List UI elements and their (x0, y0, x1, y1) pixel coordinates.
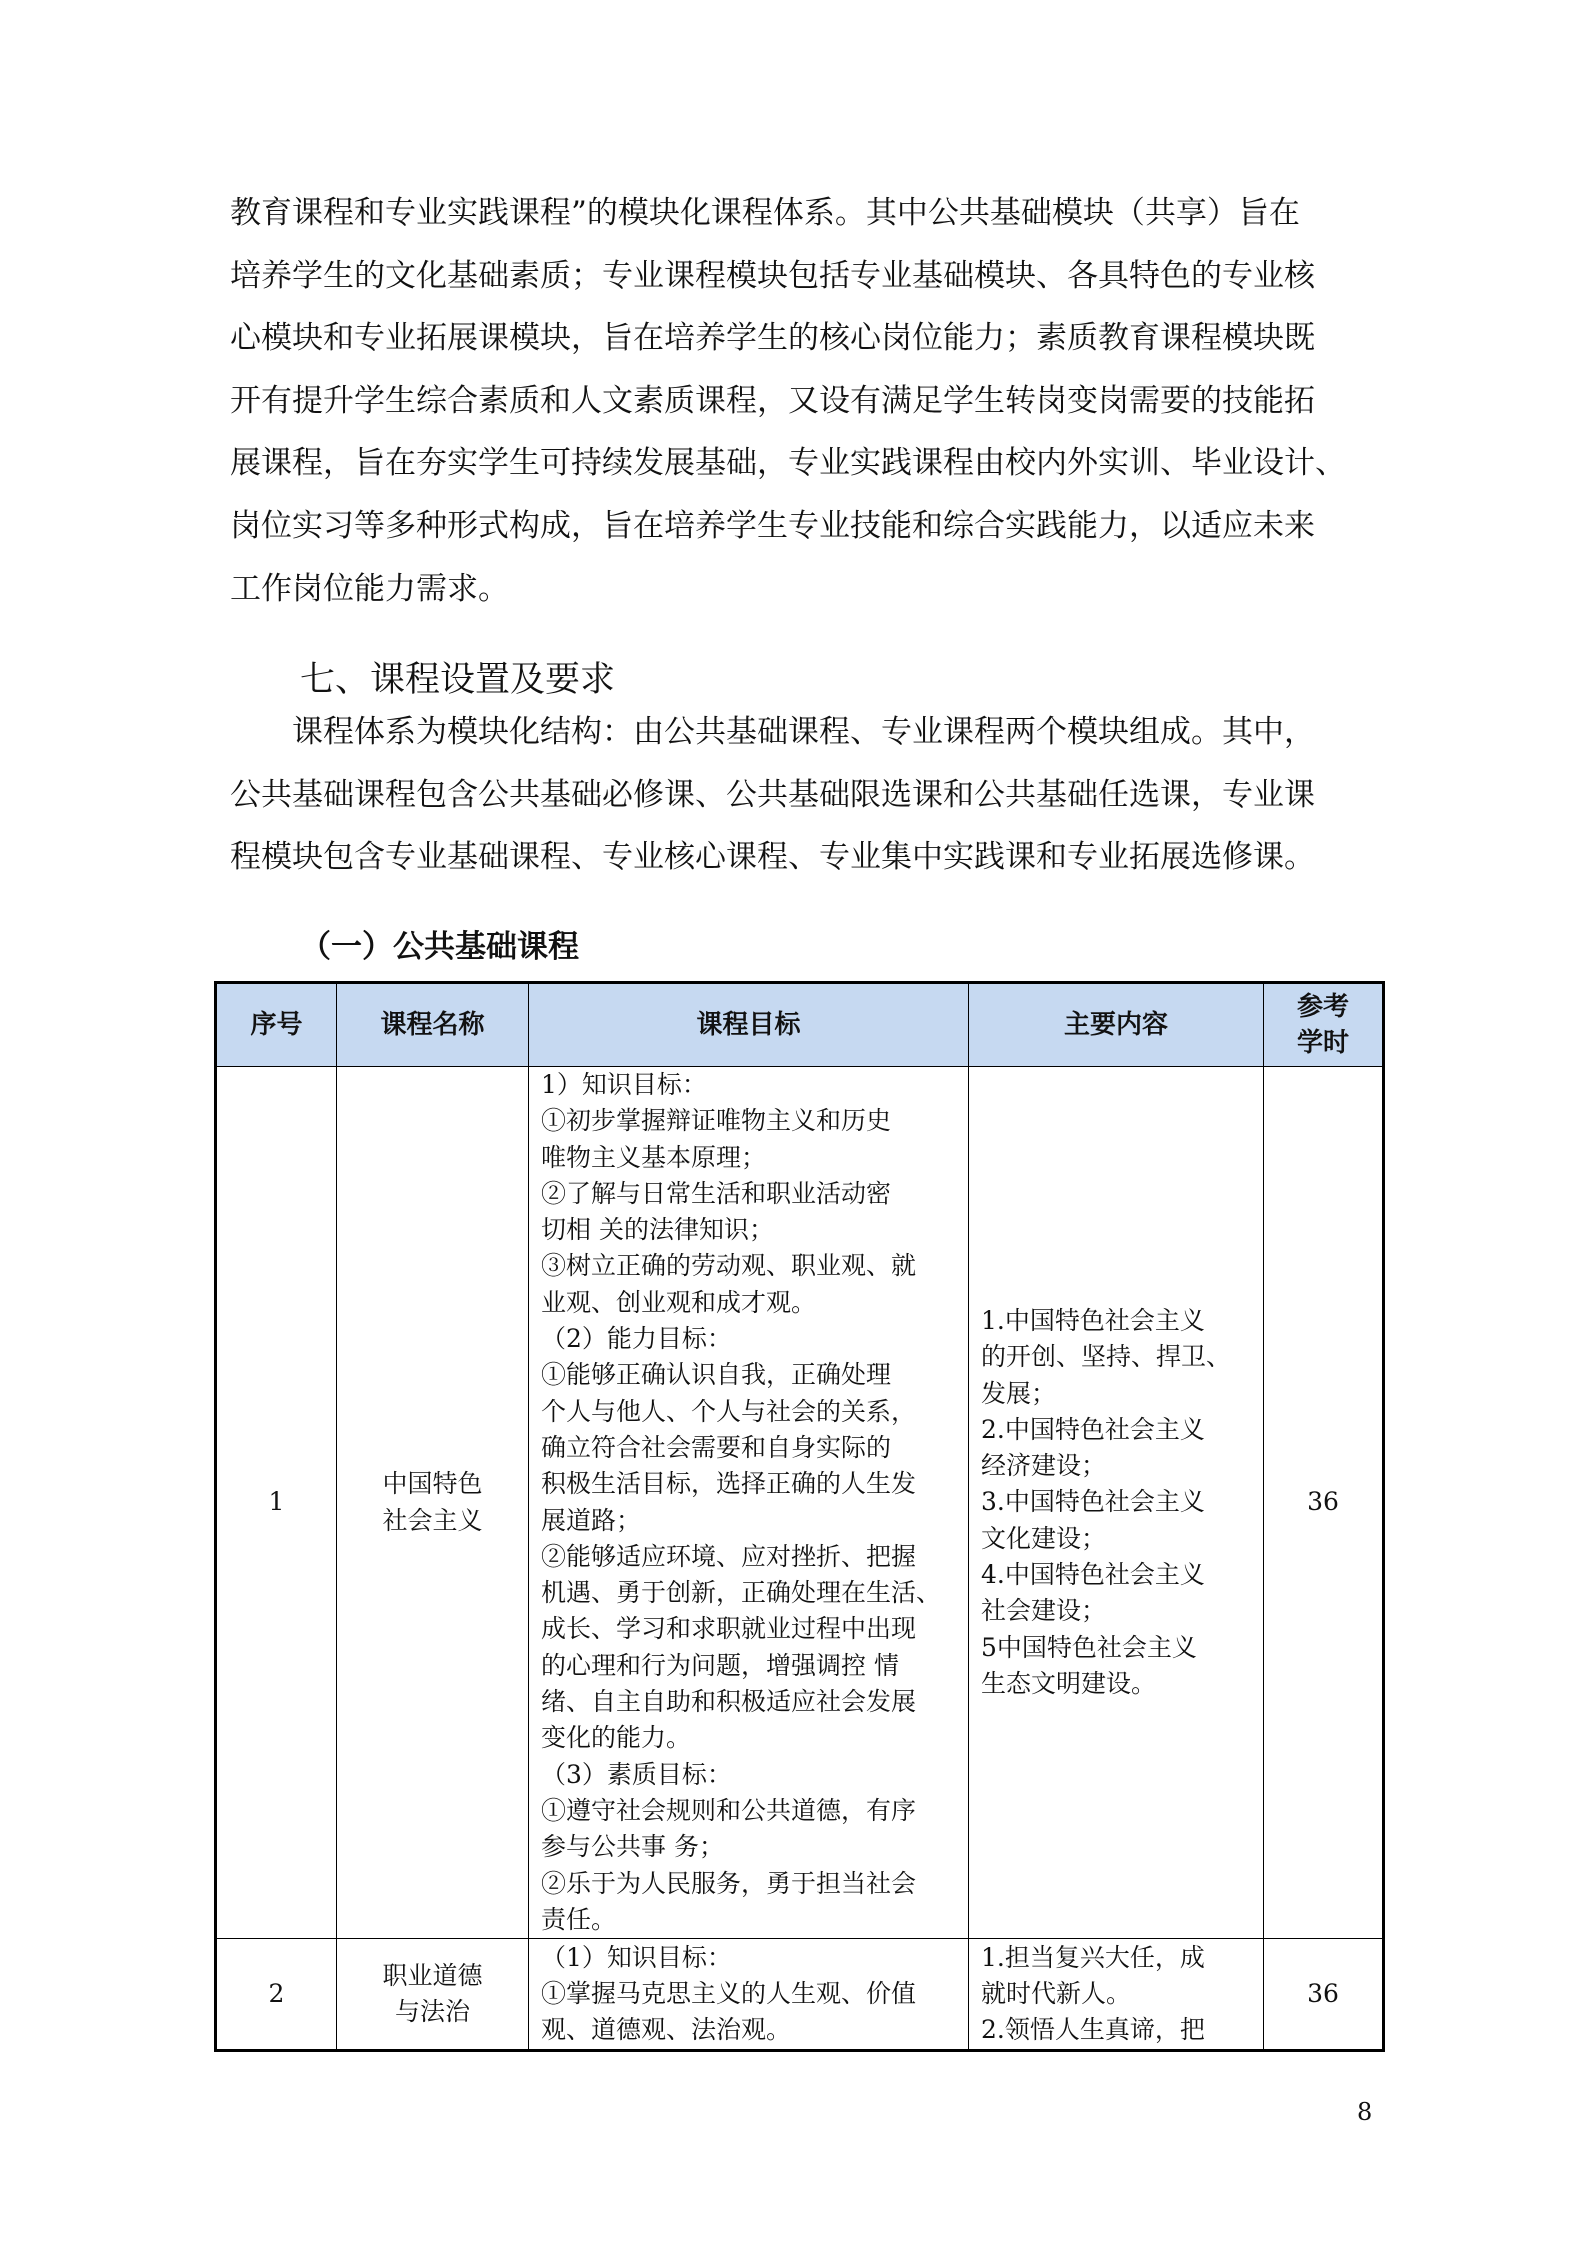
goal-line: 切相 关的法律知识； (541, 1215, 774, 1245)
goal-line: 机遇、勇于创新，正确处理在生活、 (541, 1578, 942, 1608)
content-line: 2.领悟人生真谛，把 (981, 2015, 1205, 2045)
goal-line: 个人与他人、个人与社会的关系， (541, 1396, 917, 1426)
name-line: 中国特色 (382, 1469, 483, 1499)
name-line: 职业道德 (382, 1960, 483, 1990)
row-main-content (969, 1067, 1264, 1939)
goal-line: ②乐于为人民服务，勇于担当社会 (541, 1868, 917, 1898)
goal-line: 成长、学习和求职就业过程中出现 (541, 1614, 917, 1644)
row-course-name (337, 1067, 529, 1939)
goal-line: 变化的能力。 (541, 1723, 692, 1753)
goal-line: （3）素质目标： (541, 1759, 732, 1789)
goal-line: 确立符合社会需要和自身实际的 (541, 1432, 892, 1462)
intro-line: 展课程，旨在夯实学生可持续发展基础，专业实践课程由校内外实训、毕业设计、 (230, 445, 1346, 482)
content-line: 就时代新人。 (981, 1978, 1132, 2008)
section-heading: 七、课程设置及要求 (300, 660, 616, 700)
row-course-goal (529, 1067, 969, 1939)
content-line: 2.中国特色社会主义 (981, 1414, 1205, 1444)
header-course-name: 课程名称 (337, 983, 529, 1067)
page-number: 8 (1357, 2098, 1373, 2126)
content-line: 1.担当复兴大任，成 (981, 1942, 1205, 1972)
goal-line: 1）知识目标： (541, 1070, 707, 1099)
goal-line: ①遵守社会规则和公共道德，有序 (541, 1795, 917, 1825)
header-main-content: 主要内容 (969, 983, 1264, 1067)
content-line: 发展； (981, 1378, 1057, 1408)
table-row (216, 1067, 1384, 1939)
row-hours: 36 (1264, 1939, 1384, 2051)
goal-line: 的心理和行为问题，增强调控 情 (541, 1650, 899, 1680)
intro-line: 开有提升学生综合素质和人文素质课程，又设有满足学生转岗变岗需要的技能拓 (230, 382, 1315, 419)
row-course-name (337, 1939, 529, 2051)
section-line: 课程体系为模块化结构：由公共基础课程、专业课程两个模块组成。其中， (230, 714, 1315, 750)
intro-line: 工作岗位能力需求。 (230, 570, 509, 607)
row-no: 2 (216, 1939, 337, 2051)
content-line: 5中国特色社会主义 (981, 1632, 1197, 1662)
goal-line: ②能够适应环境、应对挫折、把握 (541, 1541, 917, 1571)
goal-line: ①能够正确认识自我，正确处理 (541, 1360, 892, 1390)
content-line: 4.中国特色社会主义 (981, 1560, 1205, 1589)
goal-line: ①掌握马克思主义的人生观、价值 (541, 1978, 917, 2008)
goal-line: 展道路； (541, 1505, 642, 1535)
table-row (216, 1939, 1384, 2051)
name-line: 社会主义 (382, 1505, 483, 1535)
name-line: 与法治 (394, 1997, 470, 2027)
header-hours-line: 参考 (1296, 992, 1349, 1022)
goal-line: 参与公共事 务； (541, 1832, 724, 1862)
content-line: 文化建设； (981, 1523, 1107, 1553)
header-no: 序号 (216, 983, 337, 1067)
row-hours: 36 (1264, 1067, 1384, 1939)
intro-line: 教育课程和专业实践课程”的模块化课程体系。其中公共基础模块（共享）旨在 (230, 195, 1300, 231)
row-course-goal (529, 1939, 969, 2051)
goal-line: 积极生活目标，选择正确的人生发 (541, 1469, 917, 1499)
goal-line: ①初步掌握辩证唯物主义和历史 (541, 1106, 892, 1136)
goal-line: （1）知识目标： (541, 1942, 732, 1972)
intro-line: 岗位实习等多种形式构成，旨在培养学生专业技能和综合实践能力，以适应未来 (230, 507, 1315, 544)
section-line: 程模块包含专业基础课程、专业核心课程、专业集中实践课和专业拓展选修课。 (230, 839, 1315, 876)
goal-line: 观、道德观、法治观。 (541, 2015, 792, 2045)
content-line: 生态文明建设。 (981, 1668, 1157, 1698)
section-line: 公共基础课程包含公共基础必修课、公共基础限选课和公共基础任选课，专业课 (230, 776, 1315, 813)
course-table (214, 981, 1385, 2052)
content-line: 的开创、坚持、捍卫、 (981, 1342, 1232, 1372)
header-hours-line: 学时 (1296, 1028, 1349, 1058)
intro-line: 心模块和专业拓展课模块，旨在培养学生的核心岗位能力；素质教育课程模块既 (230, 320, 1315, 357)
header-hours (1264, 983, 1384, 1067)
table-header-row (216, 983, 1384, 1067)
goal-line: 业观、创业观和成才观。 (541, 1287, 817, 1317)
content-line: 3.中国特色社会主义 (981, 1487, 1205, 1517)
content-line: 社会建设； (981, 1596, 1107, 1626)
goal-line: ②了解与日常生活和职业活动密 (541, 1178, 892, 1208)
intro-paragraph (230, 182, 1360, 620)
goal-line: 绪、自主自助和积极适应社会发展 (541, 1687, 917, 1717)
row-main-content (969, 1939, 1264, 2051)
subheading-public-courses: （一）公共基础课程 (300, 929, 579, 965)
row-no: 1 (216, 1067, 337, 1939)
goal-line: 责任。 (541, 1904, 617, 1934)
content-line: 经济建设； (981, 1451, 1107, 1481)
intro-line: 培养学生的文化基础素质；专业课程模块包括专业基础模块、各具特色的专业核 (230, 257, 1315, 294)
goal-line: （2）能力目标： (541, 1324, 732, 1354)
goal-line: ③树立正确的劳动观、职业观、就 (541, 1251, 917, 1281)
content-line: 1.中国特色社会主义 (981, 1305, 1205, 1335)
section-paragraph (230, 701, 1360, 889)
goal-line: 唯物主义基本原理； (541, 1142, 767, 1172)
header-course-goal: 课程目标 (529, 983, 969, 1067)
